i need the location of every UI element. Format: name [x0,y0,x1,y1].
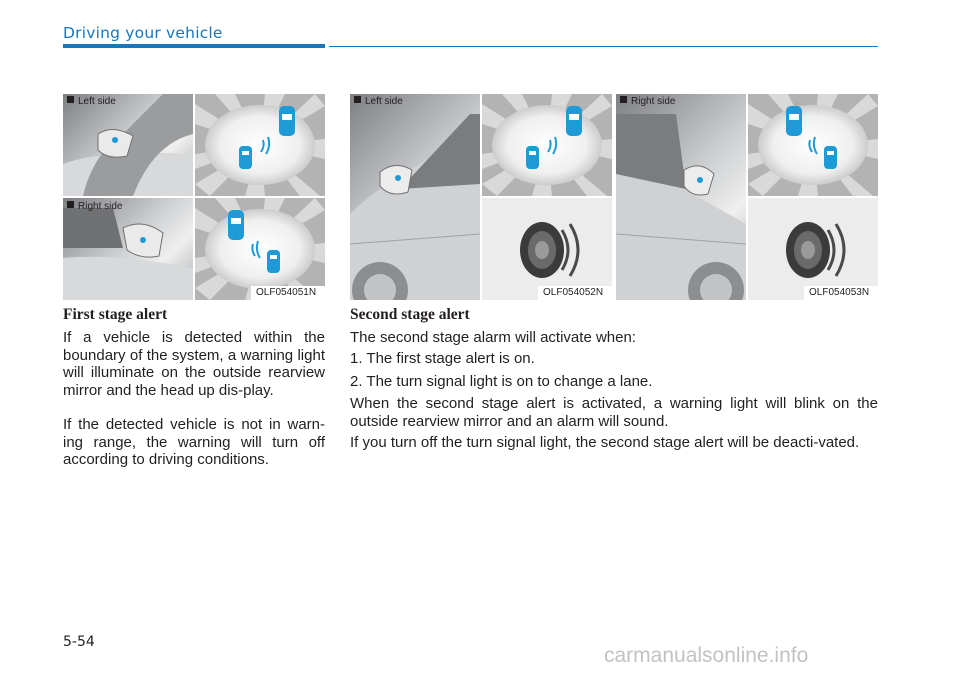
bullet-square-icon [620,96,627,103]
second-stage-paragraph-3: If you turn off the turn signal light, the second stage alert will be deacti-vated. [350,434,860,451]
second-stage-paragraph-1: The second stage alarm will activate when: [350,329,636,346]
diagram-left-detection [195,94,325,196]
speaker-icon [482,198,612,300]
second-stage-list-item-2: 2. The turn signal light is on to change a lane. [350,373,653,390]
bullet-square-icon [67,96,74,103]
second-stage-list-item-1: 1. The first stage alert is on. [350,350,535,367]
page-number: 5-54 [63,634,95,650]
section-title: Driving your vehicle [63,24,223,42]
second-stage-paragraph-2: When the second stage alert is activated, a warning light will blink on the outside rearview mirror and an alarm will sound. [350,395,878,430]
bullet-square-icon [67,201,74,208]
photo-right-mirror [63,198,193,300]
photo-left-mirror [63,94,193,196]
header-rule-thin [329,46,878,47]
first-stage-paragraph-2: If the detected vehicle is not in warn-ing range, the warning will turn off according to driving conditions. [63,416,325,468]
second-stage-heading: Second stage alert [350,306,470,323]
diagram-right-detection [195,198,325,300]
bullet-square-icon [354,96,361,103]
figure-code: OLF054052N [543,287,604,298]
figure-label-right-side: Right side [67,201,122,212]
figure-second-stage-right [616,94,878,300]
figure-second-stage-left [350,94,612,300]
header-rule-thick [63,44,325,48]
speaker-icon [748,198,878,300]
figure-code: OLF054053N [809,287,870,298]
diagram-right-detection [748,94,878,196]
figure-first-stage [63,94,325,300]
first-stage-heading: First stage alert [63,306,168,323]
first-stage-paragraph-1: If a vehicle is detected within the boundary of the system, a warning light will illuminate on the outside rearview mirror and the head up dis-play. [63,329,325,399]
photo-left-car-side [350,94,480,300]
diagram-left-detection [482,94,612,196]
watermark: carmanualsonline.info [604,644,809,667]
figure-label-left-side: Left side [67,96,116,107]
photo-right-car-side [616,94,746,300]
figure-label-right-side: Right side [620,96,675,107]
figure-code: OLF054051N [256,287,317,298]
figure-label-left-side: Left side [354,96,403,107]
